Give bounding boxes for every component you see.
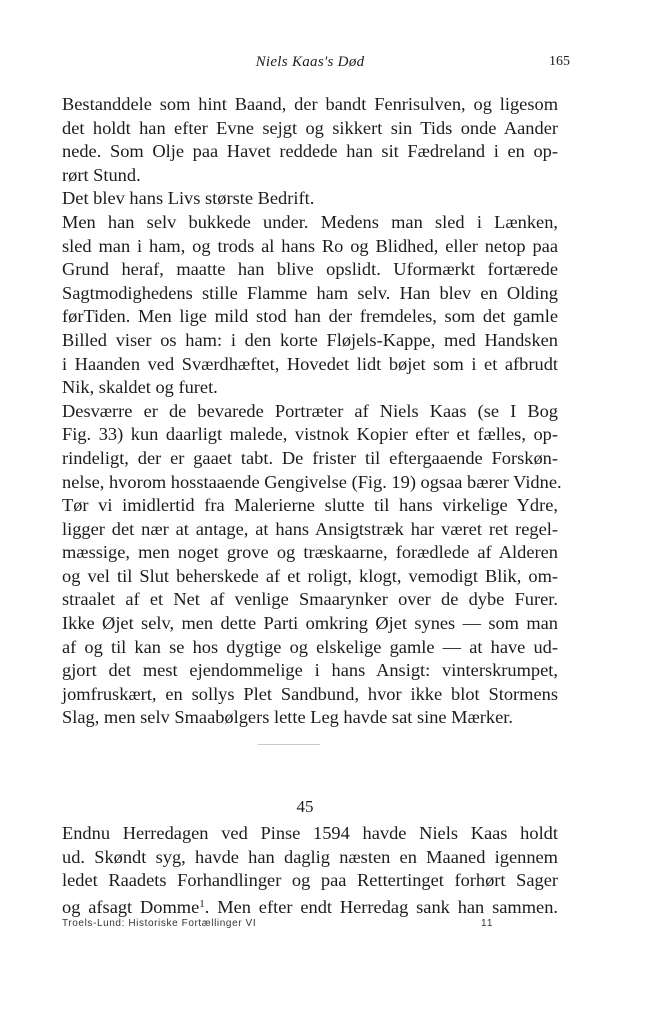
text-line: af og til kan se hos dygtige og elskelige gamle — at have ud- <box>62 636 558 657</box>
text-line: Slag, men selv Smaabølgers lette Leg havde sat sine Mærker. <box>62 707 513 728</box>
text-line: Billed viser os ham: i den korte Fløjels-Kappe, med Handsken <box>62 329 558 350</box>
section-text <box>62 822 558 916</box>
text-line: ledet Raadets Forhandlinger og paa Rettertinget forhørt Sager <box>62 870 558 891</box>
text-line: Bestanddele som hint Baand, der bandt Fenrisulven, og ligesom <box>62 94 558 114</box>
running-head <box>62 54 570 76</box>
text-line: rindeligt, der er gaaet tabt. De frister til eftergaaende Forskøn- <box>62 447 558 468</box>
text-line: Det blev hans Livs største Bedrift. <box>62 188 315 209</box>
text-fragment: og afsagt Domme <box>62 896 200 917</box>
text-line: gjort det mest ejendommelige i hans Ansigt: vinterskrumpet, <box>62 660 558 681</box>
text-fragment: . Men efter endt Herredag sank han sammen. <box>204 896 558 917</box>
text-line: nelse, hvorom hosstaaende Gengivelse (Fig. 19) ogsaa bærer Vidne. <box>62 471 562 492</box>
section-number: 45 <box>296 797 314 816</box>
text-line: Grund heraf, maatte han blive opslidt. Uformærkt fortærede <box>62 259 558 280</box>
text-line: Tør vi imidlertid fra Malerierne slutte til hans virkelige Ydre, <box>62 495 558 516</box>
text-line: Endnu Herredagen ved Pinse 1594 havde Niels Kaas holdt <box>62 823 558 843</box>
signature-mark: 11 <box>481 918 494 929</box>
text-line: førTiden. Men lige mild stod han der fremdeles, som det gamle <box>62 306 558 327</box>
text-line: ud. Skøndt syg, havde han daglig næsten en Maaned igennem <box>62 846 558 867</box>
text-line: Desværre er de bevarede Portræter af Niels Kaas (se I Bog <box>62 400 558 421</box>
text-line: Sagtmodighedens stille Flamme ham selv. Han blev en Olding <box>62 282 558 303</box>
footnote-marker[interactable]: 1 <box>199 897 205 910</box>
text-line: sled man i ham, og trods al hans Ro og Blidhed, eller netop paa <box>62 235 558 256</box>
text-line: i Haanden ved Sværdhæftet, Hovedet lidt bøjet som i et afbrudt <box>62 353 558 374</box>
text-line: og vel til Slut beherskede af et roligt, klogt, vemodigt Blik, om- <box>62 565 558 586</box>
running-title: Niels Kaas's Død <box>255 54 365 70</box>
text-line: nede. Som Olje paa Havet reddede han sit Fædreland i en op- <box>62 141 558 162</box>
text-line: ligger det nær at antage, at hans Ansigtstræk har været ret regel- <box>62 518 558 539</box>
text-line-with-footnote <box>62 893 558 917</box>
page-number: 165 <box>549 54 570 69</box>
text-line: Ikke Øjet selv, men dette Parti omkring Øjet synes — som man <box>62 613 558 634</box>
footer-book-line: Troels-Lund: Historiske Fortællinger VI <box>62 918 257 929</box>
text-line: det holdt han efter Evne sejgt og sikkert sin Tids onde Aander <box>62 117 558 138</box>
text-line: mæssige, men noget grove og træskaarne, forædlede af Alderen <box>62 542 558 563</box>
text-line: jomfruskært, en sollys Plet Sandbund, hvor ikke blot Stormens <box>62 683 558 704</box>
text-line: Men han selv bukkede under. Medens man sled i Lænken, <box>62 211 558 232</box>
text-line: Fig. 33) kun daarligt malede, vistnok Kopier efter et fælles, op- <box>62 424 558 445</box>
text-line: straalet af et Net af venlige Smaarynker over de dybe Furer. <box>62 589 558 610</box>
text-line: Nik, skaldet og furet. <box>62 377 218 398</box>
text-line: rørt Stund. <box>62 164 141 185</box>
body-text <box>62 93 562 730</box>
section-divider <box>258 744 320 745</box>
